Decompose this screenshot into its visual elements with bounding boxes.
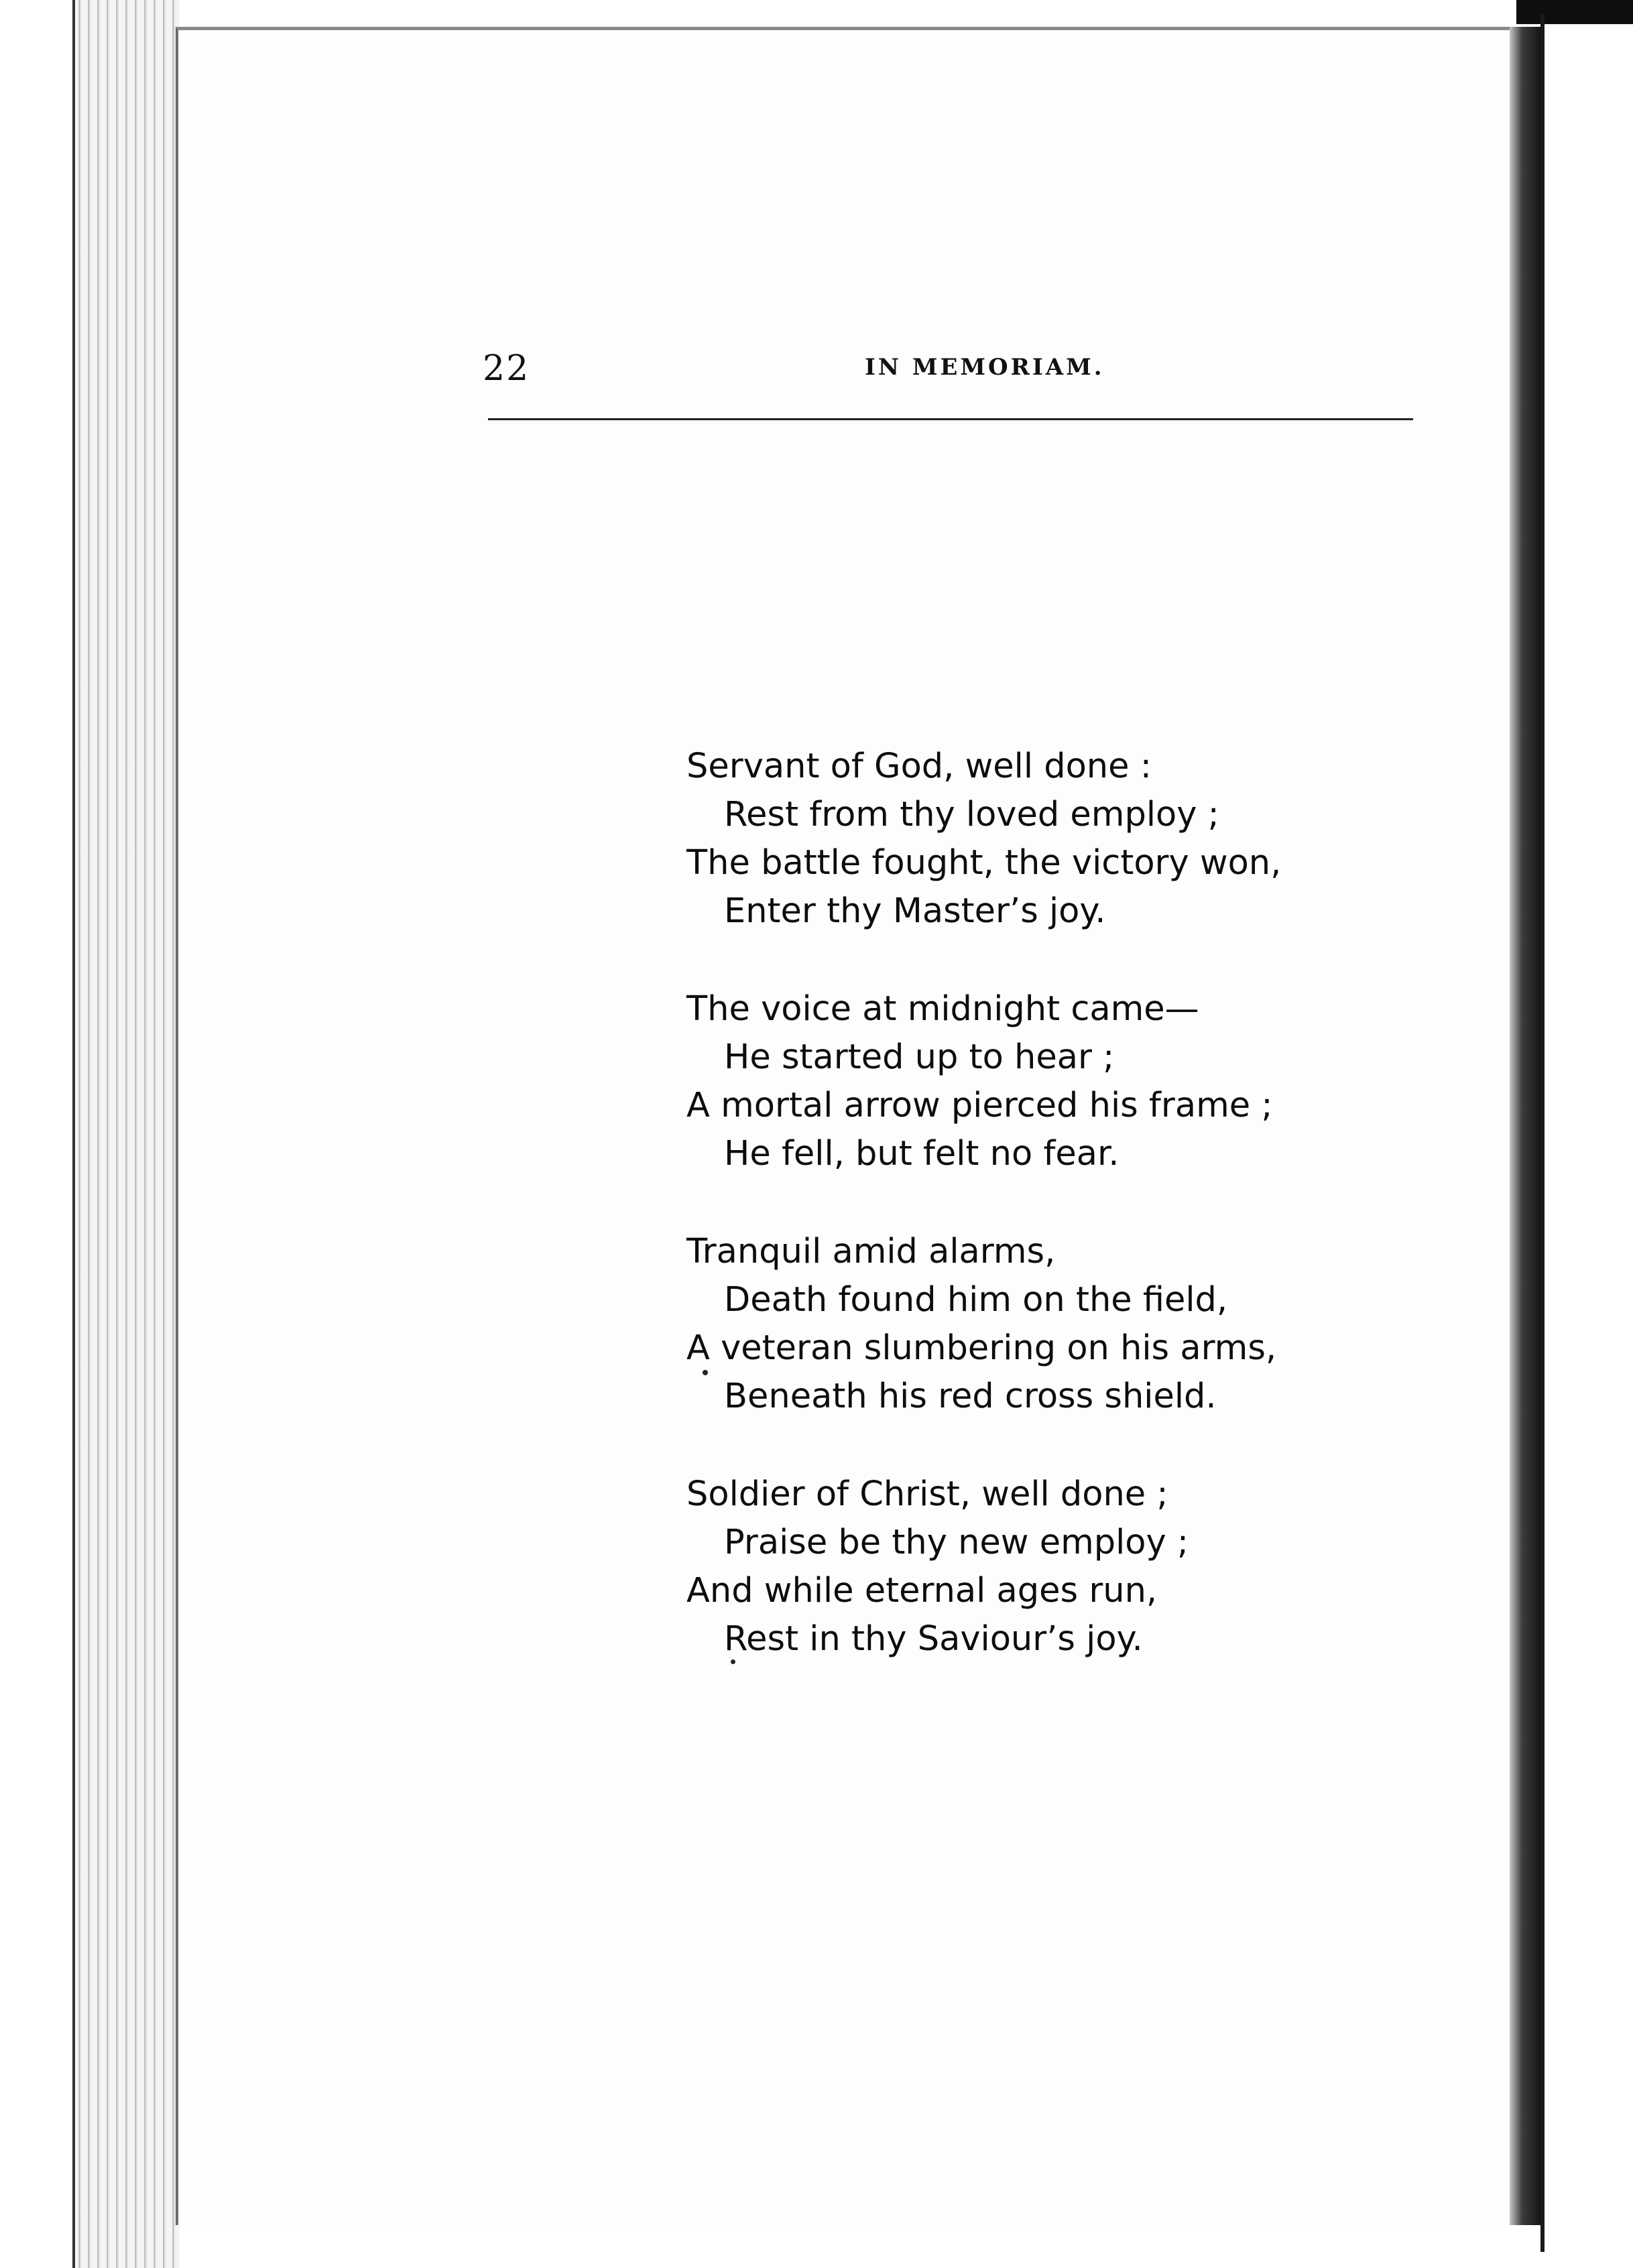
poem-line: Tranquil amid alarms, (686, 1232, 1056, 1271)
poem-line: A veteran slumbering on his arms, (686, 1328, 1277, 1368)
header-rule (488, 418, 1413, 420)
stanza (686, 985, 1357, 1178)
poem-line: Rest in thy Saviour’s joy. (724, 1619, 1143, 1659)
poem (686, 743, 1357, 1713)
page-right-edge (1540, 13, 1545, 2252)
scan-corner-shadow (1516, 0, 1633, 24)
poem-line: He fell, but felt no fear. (724, 1134, 1120, 1174)
poem-line: Beneath his red cross shield. (724, 1377, 1217, 1416)
poem-line: Servant of God, well done : (686, 747, 1152, 786)
stanza (686, 1470, 1357, 1663)
poem-line: He started up to hear ; (724, 1037, 1115, 1077)
poem-line: Soldier of Christ, well done ; (686, 1474, 1168, 1514)
running-head (483, 349, 1421, 402)
page-number: 22 (483, 349, 530, 389)
poem-line: And while eternal ages run, (686, 1571, 1158, 1611)
poem-line: A mortal arrow pierced his frame ; (686, 1086, 1273, 1125)
binding-shadow (1510, 27, 1540, 2225)
page-edge-line (72, 0, 75, 2268)
poem-line: The battle fought, the victory won, (686, 843, 1282, 883)
running-title: IN MEMORIAM. (865, 354, 1105, 381)
page-edges (72, 0, 180, 2268)
stanza (686, 743, 1357, 936)
poem-line: The voice at midnight came— (686, 989, 1199, 1029)
stanza (686, 1228, 1357, 1421)
poem-line: Death found him on the field, (724, 1280, 1228, 1320)
ink-speck (731, 1659, 735, 1664)
poem-line: Praise be thy new employ ; (724, 1523, 1189, 1562)
ink-speck (703, 1370, 708, 1375)
poem-line: Enter thy Master’s joy. (724, 891, 1106, 931)
poem-line: Rest from thy loved employ ; (724, 795, 1219, 834)
